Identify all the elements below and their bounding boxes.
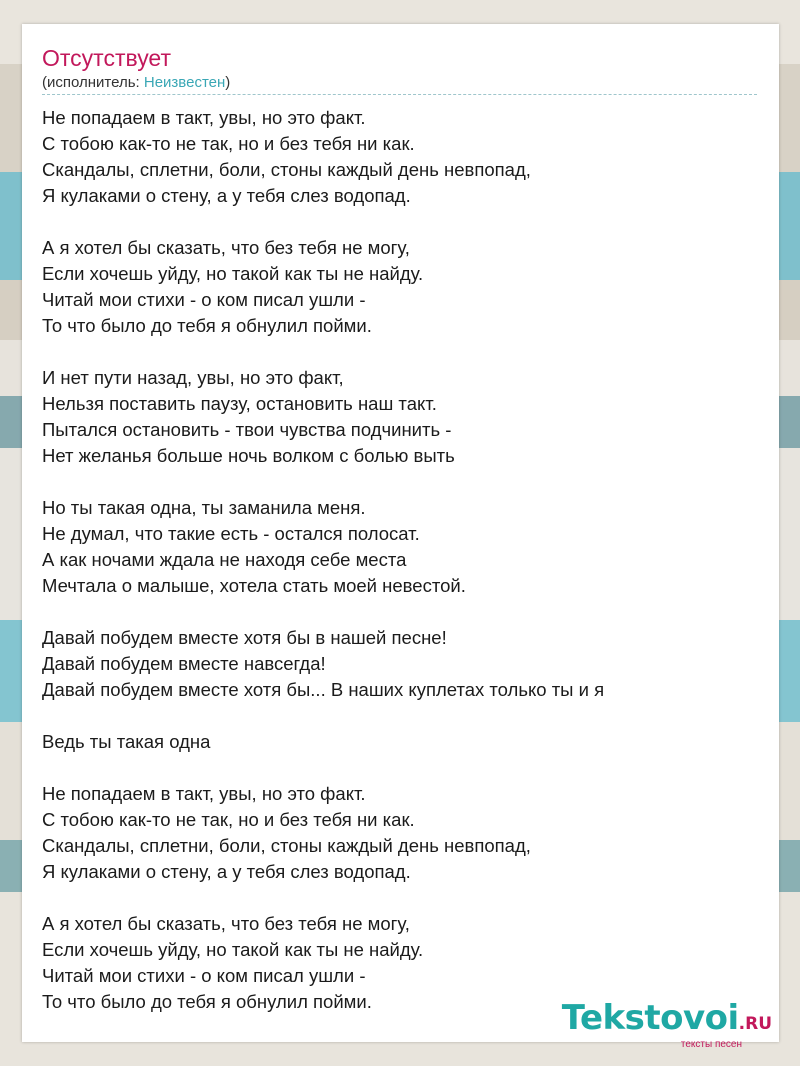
logo-wordmark (562, 1000, 772, 1042)
lyric-line: Скандалы, сплетни, боли, стоны каждый день невпопад, (42, 159, 531, 180)
lyric-line: Пытался остановить - твои чувства подчинить - (42, 419, 452, 440)
stanza (42, 105, 757, 209)
performer-link[interactable]: Неизвестен (143, 74, 226, 91)
title-divider (42, 94, 757, 95)
lyric-line: Читай мои стихи - о ком писал ушли - (42, 289, 366, 310)
lyric-line: А я хотел бы сказать, что без тебя не могу, (42, 237, 410, 258)
lyric-line: Если хочешь уйду, но такой как ты не найду. (42, 263, 424, 284)
lyric-line: Не думал, что такие есть - остался полосат. (42, 523, 420, 544)
stanza (42, 495, 757, 599)
stanza (42, 781, 757, 885)
site-logo[interactable] (562, 1000, 772, 1050)
stanza (42, 625, 757, 703)
performer-prefix: (исполнитель: (42, 74, 144, 91)
lyric-line: Нельзя поставить паузу, остановить наш такт. (42, 393, 437, 414)
lyric-line: Я кулаками о стену, а у тебя слез водопад. (42, 185, 411, 206)
lyric-line: То что было до тебя я обнулил пойми. (42, 991, 372, 1012)
lyric-line: Но ты такая одна, ты заманила меня. (42, 497, 366, 518)
performer-suffix: ) (225, 74, 231, 91)
lyrics-page (22, 24, 779, 1042)
lyric-line: Читай мои стихи - о ком писал ушли - (42, 965, 366, 986)
lyric-line: А я хотел бы сказать, что без тебя не могу, (42, 913, 410, 934)
lyric-line: С тобою как-то не так, но и без тебя ни как. (42, 809, 415, 830)
lyric-line: Мечтала о малыше, хотела стать моей невестой. (42, 575, 466, 596)
lyric-line: Ведь ты такая одна (42, 731, 211, 752)
lyric-line: Давай побудем вместе хотя бы... В наших куплетах только ты и я (42, 679, 605, 700)
logo-tld: .RU (738, 1014, 772, 1034)
lyric-line: Нет желанья больше ночь волком с болью выть (42, 445, 455, 466)
logo-subtitle: тексты песен (680, 1039, 742, 1050)
lyrics-body (42, 105, 757, 1015)
lyric-line: Давай побудем вместе навсегда! (42, 653, 326, 674)
lyric-line: С тобою как-то не так, но и без тебя ни как. (42, 133, 415, 154)
lyric-line: Давай побудем вместе хотя бы в нашей песне! (42, 627, 447, 648)
stanza (42, 729, 757, 755)
lyric-line: А как ночами ждала не находя себе места (42, 549, 407, 570)
performer-line (42, 74, 230, 92)
logo-name: Tekstovoi (561, 998, 739, 1038)
stanza (42, 365, 757, 469)
lyric-line: Скандалы, сплетни, боли, стоны каждый день невпопад, (42, 835, 531, 856)
stanza (42, 235, 757, 339)
song-title: Отсутствует (42, 45, 171, 71)
lyric-line: Я кулаками о стену, а у тебя слез водопад. (42, 861, 411, 882)
lyric-line: Не попадаем в такт, увы, но это факт. (42, 107, 366, 128)
lyric-line: И нет пути назад, увы, но это факт, (42, 367, 344, 388)
lyric-line: Не попадаем в такт, увы, но это факт. (42, 783, 366, 804)
lyric-line: То что было до тебя я обнулил пойми. (42, 315, 372, 336)
lyric-line: Если хочешь уйду, но такой как ты не найду. (42, 939, 424, 960)
